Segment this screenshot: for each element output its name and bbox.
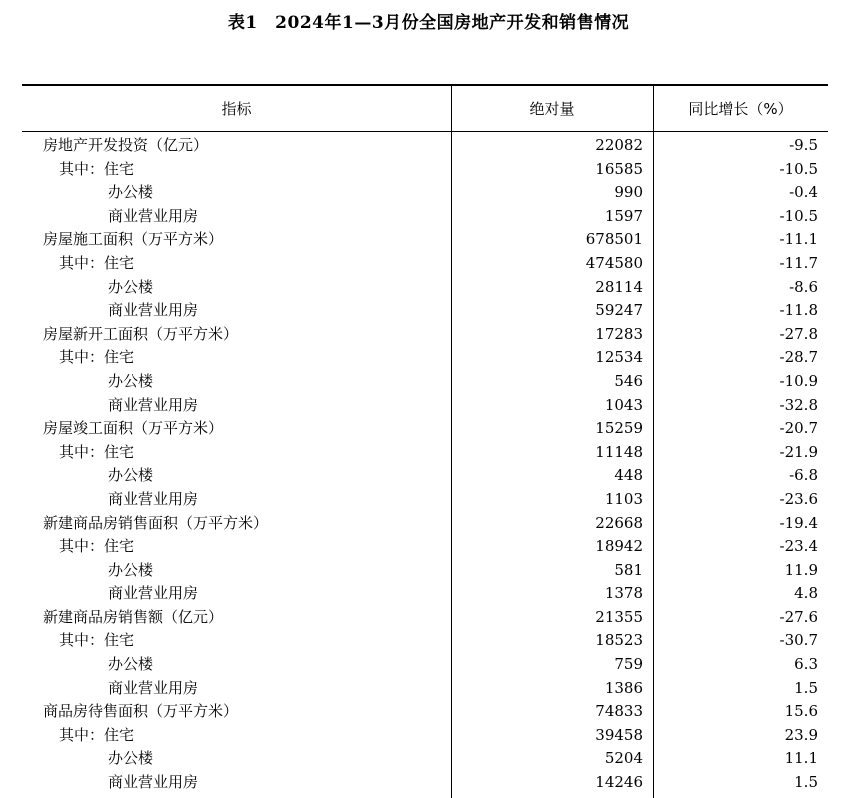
- yoy-value: -23.6: [779, 489, 818, 508]
- table-row: [22, 653, 828, 677]
- table-row: [22, 677, 828, 701]
- yoy-value: -10.9: [779, 371, 818, 390]
- absolute-value: 759: [614, 655, 643, 674]
- indicator-label: 商业营业用房: [108, 584, 199, 603]
- indicator-label: 其中：住宅: [59, 253, 135, 272]
- table-row: [22, 629, 828, 653]
- header-indicator: 指标: [221, 100, 252, 118]
- table-row: [22, 771, 828, 795]
- yoy-value: 6.3: [794, 655, 818, 674]
- absolute-value: 22082: [595, 136, 643, 154]
- indicator-label: 商业营业用房: [108, 678, 199, 697]
- absolute-value: 18523: [595, 631, 643, 650]
- table-row: [22, 512, 828, 536]
- absolute-value: 14246: [595, 773, 643, 792]
- table-row: [22, 535, 828, 559]
- yoy-value: 4.8: [794, 584, 818, 603]
- absolute-value: 581: [614, 560, 643, 579]
- absolute-value: 1597: [604, 206, 643, 225]
- yoy-value: -0.4: [789, 183, 818, 202]
- indicator-label: 其中：住宅: [59, 537, 135, 556]
- indicator-label: 其中：住宅: [59, 348, 135, 367]
- indicator-label: 商业营业用房: [108, 395, 199, 414]
- table-row: [22, 181, 828, 205]
- absolute-value: 28114: [595, 277, 643, 296]
- yoy-value: 23.9: [784, 725, 818, 744]
- yoy-value: -21.9: [779, 442, 818, 461]
- indicator-label: 商业营业用房: [108, 489, 199, 508]
- table-row: [22, 205, 828, 229]
- yoy-value: -28.7: [779, 348, 818, 367]
- table-row: [22, 394, 828, 418]
- yoy-value: -9.5: [789, 136, 818, 154]
- absolute-value: 17283: [595, 324, 643, 343]
- table-row: [22, 323, 828, 347]
- absolute-value: 22668: [595, 513, 643, 532]
- yoy-value: 15.6: [784, 702, 818, 721]
- table-title: 表1 2024年1—3月份全国房地产开发和销售情况: [227, 13, 630, 33]
- absolute-value: 11148: [595, 442, 643, 461]
- yoy-value: -8.6: [789, 277, 818, 296]
- absolute-value: 678501: [585, 230, 643, 249]
- table-row: [22, 724, 828, 748]
- yoy-value: -11.8: [779, 301, 818, 320]
- absolute-value: 21355: [595, 607, 643, 626]
- absolute-value: 1103: [604, 489, 643, 508]
- table-header: [22, 84, 828, 132]
- header-absolute: 绝对量: [529, 100, 575, 118]
- absolute-value: 5204: [604, 749, 643, 768]
- indicator-label: 商品房待售面积（万平方米）: [43, 702, 239, 721]
- table-row: [22, 464, 828, 488]
- indicator-label: 房屋施工面积（万平方米）: [43, 230, 224, 249]
- table-row: [22, 700, 828, 724]
- absolute-value: 474580: [585, 253, 643, 272]
- table-body: [22, 132, 828, 795]
- table-row: [22, 276, 828, 300]
- absolute-value: 1378: [604, 584, 643, 603]
- indicator-label: 新建商品房销售面积（万平方米）: [43, 513, 269, 532]
- indicator-label: 其中：住宅: [59, 442, 135, 461]
- indicator-label: 其中：住宅: [59, 725, 135, 744]
- absolute-value: 546: [614, 371, 643, 390]
- indicator-label: 新建商品房销售额（亿元）: [43, 607, 224, 626]
- indicator-label: 商业营业用房: [108, 206, 199, 225]
- yoy-value: 1.5: [794, 773, 818, 792]
- yoy-value: -6.8: [789, 466, 818, 485]
- table-row: [22, 441, 828, 465]
- yoy-value: -32.8: [779, 395, 818, 414]
- yoy-value: 1.5: [794, 678, 818, 697]
- table-row: [22, 488, 828, 512]
- yoy-value: -20.7: [779, 419, 818, 438]
- yoy-value: -19.4: [779, 513, 818, 532]
- yoy-value: -10.5: [779, 206, 818, 225]
- yoy-value: -10.5: [779, 159, 818, 178]
- indicator-label: 办公楼: [108, 277, 154, 296]
- absolute-value: 1043: [604, 395, 643, 414]
- yoy-value: -27.8: [779, 324, 818, 343]
- table-row: [22, 582, 828, 606]
- absolute-value: 16585: [595, 159, 643, 178]
- indicator-label: 办公楼: [108, 466, 154, 485]
- indicator-label: 办公楼: [108, 749, 154, 768]
- table-row: [22, 346, 828, 370]
- table-row: [22, 228, 828, 252]
- indicator-label: 其中：住宅: [59, 159, 135, 178]
- absolute-value: 59247: [595, 301, 643, 320]
- data-table: [22, 84, 828, 795]
- yoy-value: -11.7: [779, 253, 818, 272]
- absolute-value: 448: [614, 466, 643, 485]
- yoy-value: 11.1: [784, 749, 818, 768]
- table-row: [22, 606, 828, 630]
- absolute-value: 74833: [595, 702, 643, 721]
- absolute-value: 1386: [604, 678, 643, 697]
- table-row: [22, 417, 828, 441]
- header-yoy: 同比增长（%）: [688, 100, 793, 118]
- absolute-value: 990: [614, 183, 643, 202]
- absolute-value: 12534: [595, 348, 643, 367]
- yoy-value: -30.7: [779, 631, 818, 650]
- table-row: [22, 370, 828, 394]
- indicator-label: 办公楼: [108, 560, 154, 579]
- table-row: [22, 559, 828, 583]
- indicator-label: 其中：住宅: [59, 631, 135, 650]
- yoy-value: -27.6: [779, 607, 818, 626]
- indicator-label: 商业营业用房: [108, 773, 199, 792]
- table-row: [22, 747, 828, 771]
- yoy-value: 11.9: [784, 560, 818, 579]
- absolute-value: 39458: [595, 725, 643, 744]
- indicator-label: 房地产开发投资（亿元）: [43, 136, 209, 154]
- table-row: [22, 252, 828, 276]
- indicator-label: 房屋新开工面积（万平方米）: [43, 324, 239, 343]
- absolute-value: 18942: [595, 537, 643, 556]
- indicator-label: 房屋竣工面积（万平方米）: [43, 419, 224, 438]
- absolute-value: 15259: [595, 419, 643, 438]
- table-row: [22, 158, 828, 182]
- yoy-value: -11.1: [779, 230, 818, 249]
- table-row: [22, 299, 828, 323]
- table-row: [22, 134, 828, 158]
- indicator-label: 办公楼: [108, 371, 154, 390]
- indicator-label: 商业营业用房: [108, 301, 199, 320]
- yoy-value: -23.4: [779, 537, 818, 556]
- indicator-label: 办公楼: [108, 183, 154, 202]
- indicator-label: 办公楼: [108, 655, 154, 674]
